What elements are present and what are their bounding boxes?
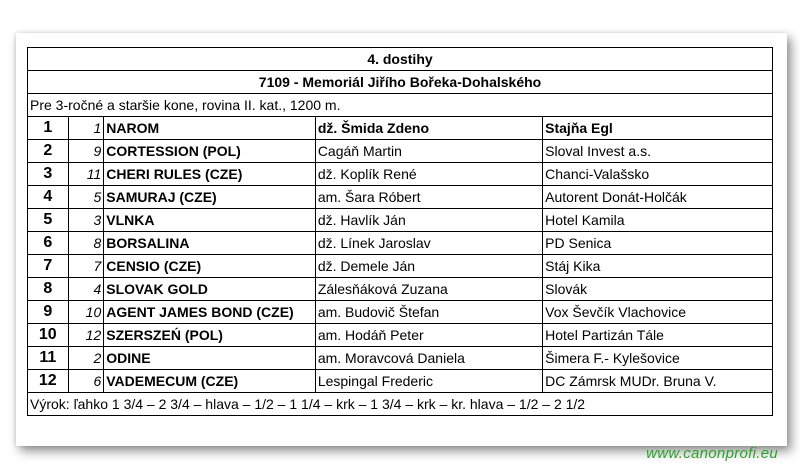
watermark: www.canonprofi.eu [646, 445, 778, 462]
owner-cell: Šimera F.- Kylešovice [543, 347, 773, 370]
owner-cell: Stáj Kika [543, 255, 773, 278]
start-number-cell: 9 [68, 140, 104, 163]
race-conditions-row [28, 94, 773, 117]
owner-cell: Vox Ševčík Vlachovice [543, 301, 773, 324]
rank-cell: 11 [28, 347, 69, 370]
race-conditions: Pre 3-ročné a staršie kone, rovina II. kat., 1200 m. [28, 94, 773, 117]
jockey-cell: dž. Koplík René [315, 163, 542, 186]
start-number-cell: 7 [68, 255, 104, 278]
table-row [28, 324, 773, 347]
table-row [28, 301, 773, 324]
horse-name-cell: VADEMECUM (CZE) [104, 370, 316, 393]
jockey-cell: am. Šara Róbert [315, 186, 542, 209]
start-number-cell: 2 [68, 347, 104, 370]
owner-cell: Stajňa Egl [543, 117, 773, 140]
start-number-cell: 5 [68, 186, 104, 209]
table-row [28, 278, 773, 301]
rank-cell: 7 [28, 255, 69, 278]
table-row [28, 163, 773, 186]
race-title-row [28, 71, 773, 94]
horse-name-cell: SAMURAJ (CZE) [104, 186, 316, 209]
owner-cell: Hotel Kamila [543, 209, 773, 232]
jockey-cell: Lespingal Frederic [315, 370, 542, 393]
margins-row [28, 393, 773, 416]
horse-name-cell: SZERSZEŃ (POL) [104, 324, 316, 347]
margins-text: Výrok: ľahko 1 3/4 – 2 3/4 – hlava – 1/2 – 1 1/4 – krk – 1 3/4 – krk – kr. hlava – 1/2 – 2 1/2 [28, 393, 773, 416]
start-number-cell: 8 [68, 232, 104, 255]
rank-cell: 9 [28, 301, 69, 324]
horse-name-cell: CHERI RULES (CZE) [104, 163, 316, 186]
owner-cell: Autorent Donát-Holčák [543, 186, 773, 209]
rank-cell: 2 [28, 140, 69, 163]
horse-name-cell: ODINE [104, 347, 316, 370]
start-number-cell: 4 [68, 278, 104, 301]
owner-cell: Chanci-Valašsko [543, 163, 773, 186]
jockey-cell: dž. Šmida Zdeno [315, 117, 542, 140]
jockey-cell: Cagáň Martin [315, 140, 542, 163]
table-row [28, 186, 773, 209]
rank-cell: 4 [28, 186, 69, 209]
race-number: 4. dostihy [28, 48, 773, 71]
owner-cell: Slovák [543, 278, 773, 301]
table-row [28, 255, 773, 278]
race-title: 7109 - Memoriál Jiřího Bořeka-Dohalského [28, 71, 773, 94]
horse-name-cell: AGENT JAMES BOND (CZE) [104, 301, 316, 324]
start-number-cell: 1 [68, 117, 104, 140]
rank-cell: 12 [28, 370, 69, 393]
owner-cell: PD Senica [543, 232, 773, 255]
race-results-table [27, 47, 773, 416]
rank-cell: 5 [28, 209, 69, 232]
table-row [28, 117, 773, 140]
jockey-cell: am. Budovič Štefan [315, 301, 542, 324]
owner-cell: DC Zámrsk MUDr. Bruna V. [543, 370, 773, 393]
jockey-cell: dž. Línek Jaroslav [315, 232, 542, 255]
horse-name-cell: SLOVAK GOLD [104, 278, 316, 301]
owner-cell: Sloval Invest a.s. [543, 140, 773, 163]
owner-cell: Hotel Partizán Tále [543, 324, 773, 347]
horse-name-cell: VLNKA [104, 209, 316, 232]
start-number-cell: 10 [68, 301, 104, 324]
rank-cell: 10 [28, 324, 69, 347]
jockey-cell: am. Moravcová Daniela [315, 347, 542, 370]
rank-cell: 8 [28, 278, 69, 301]
start-number-cell: 3 [68, 209, 104, 232]
table-row [28, 209, 773, 232]
rank-cell: 1 [28, 117, 69, 140]
start-number-cell: 11 [68, 163, 104, 186]
race-number-row [28, 48, 773, 71]
jockey-cell: dž. Demele Ján [315, 255, 542, 278]
start-number-cell: 6 [68, 370, 104, 393]
rank-cell: 6 [28, 232, 69, 255]
start-number-cell: 12 [68, 324, 104, 347]
table-row [28, 140, 773, 163]
rank-cell: 3 [28, 163, 69, 186]
jockey-cell: am. Hodáň Peter [315, 324, 542, 347]
table-row [28, 347, 773, 370]
table-row [28, 370, 773, 393]
horse-name-cell: CENSIO (CZE) [104, 255, 316, 278]
jockey-cell: dž. Havlík Ján [315, 209, 542, 232]
jockey-cell: Zálesňáková Zuzana [315, 278, 542, 301]
horse-name-cell: BORSALINA [104, 232, 316, 255]
horse-name-cell: NAROM [104, 117, 316, 140]
horse-name-cell: CORTESSION (POL) [104, 140, 316, 163]
table-row [28, 232, 773, 255]
